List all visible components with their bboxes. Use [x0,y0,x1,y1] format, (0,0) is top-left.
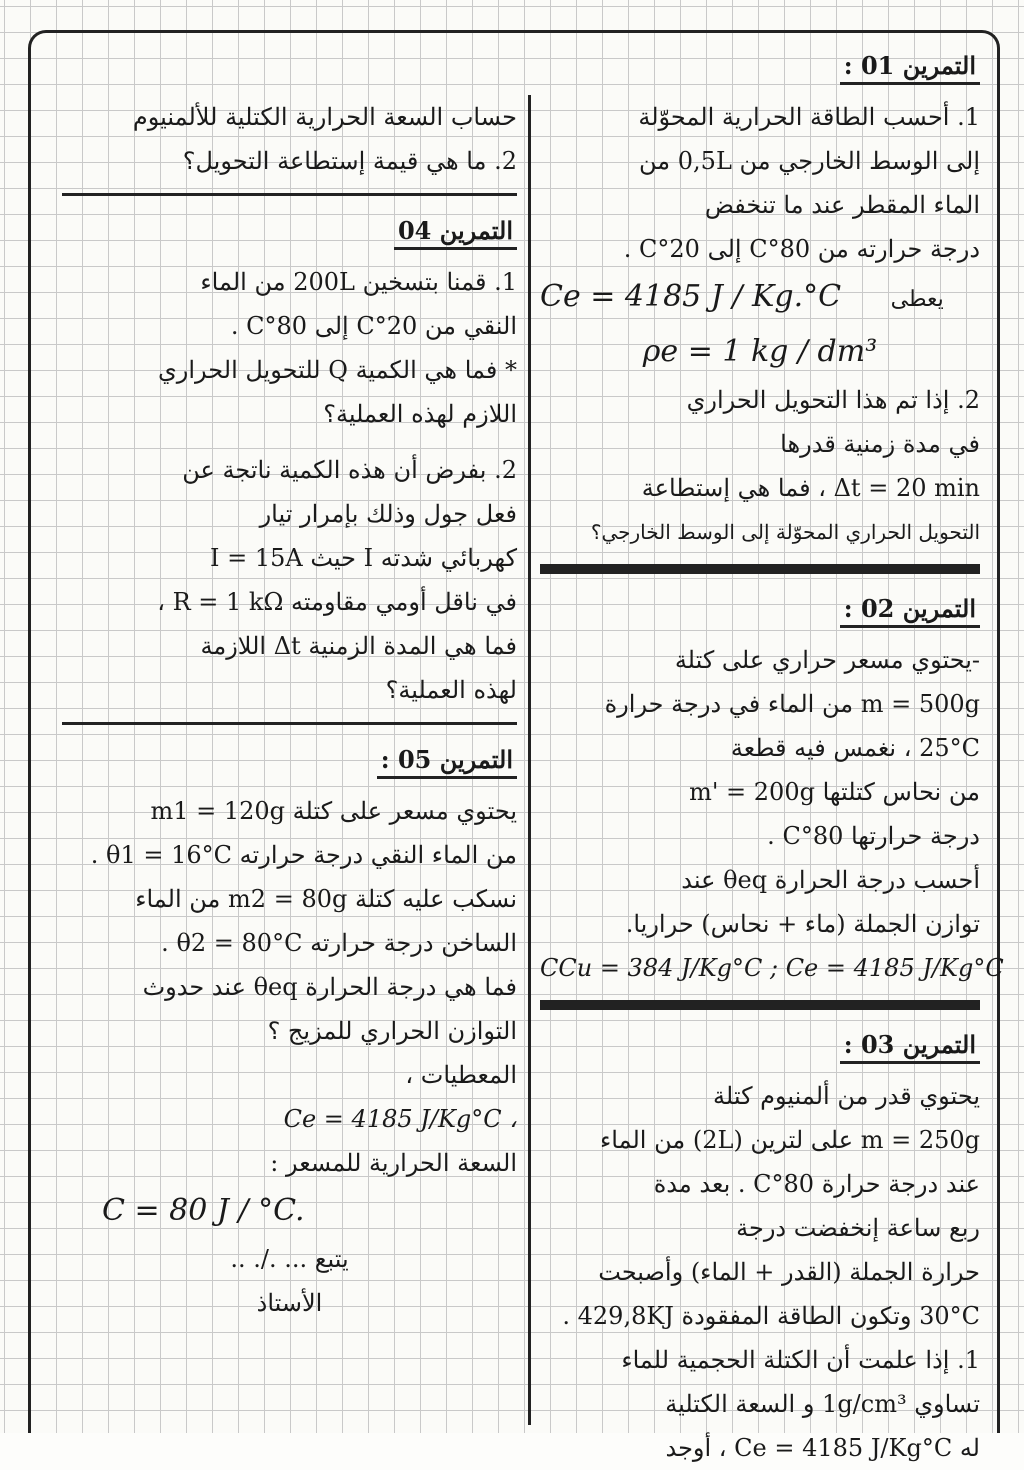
ex05-line: يحتوي مسعر على كتلة m1 = 120g [150,797,517,825]
ex04-line: لهذه العملية؟ [385,676,517,704]
ex02-line: درجة حرارتها 80°C . [767,822,980,850]
ex04-line: * فما هي الكمية Q للتحويل الحراري [157,356,517,384]
ex03-continued-line: 2. ما هي قيمة إستطاعة التحويل؟ [182,147,517,175]
ex05-line: نسكب عليه كتلة m2 = 80g من الماء [135,885,517,913]
ex05-line: التوازن الحراري للمزيج ؟ [267,1017,517,1045]
ex05-ce: Ce = 4185 J/Kg°C ، [283,1105,517,1133]
ex04-line: فعل جول وذلك بإمرار تيار [259,500,517,528]
left-column [62,95,517,1325]
ex05-line: المعطيات ، [405,1061,517,1089]
section-divider [62,193,517,196]
ex03-line: 30°C وتكون الطاقة المفقودة 429,8KJ . [562,1302,980,1330]
exercise-02-title: التمرين 02 : [840,594,980,628]
ex02-line: توازن الجملة (ماء + نحاس) حراريا. [625,910,980,938]
ex03-line: عند درجة حرارة 80°C . بعد مدة [653,1170,980,1198]
ex02-line: أحسب درجة الحرارة θeq عند [681,866,980,894]
ex01-given-label: يعطى [890,287,944,312]
ex05-line: فما هي درجة الحرارة θeq عند حدوث [142,973,517,1001]
ex02-line: -يحتوي مسعر حراري على كتلة [674,646,980,674]
ex01-line: Δt = 20 min ، فما هي إستطاعة [641,474,980,502]
section-divider [62,722,517,725]
ex01-line: درجة حرارته من 80°C إلى 20°C . [623,235,980,263]
section-divider [540,564,980,574]
ex01-line: في مدة زمنية قدرها [780,430,980,458]
ex02-line: من نحاس كتلتها m' = 200g [689,778,980,806]
ex03-line: له Ce = 4185 J/Kg°C ، أوجد [665,1434,980,1462]
ex02-line: m = 500g من الماء في درجة حرارة [604,690,980,718]
right-column [540,45,1004,1470]
ex04-line: في ناقل أومي مقاومته R = 1 kΩ ، [157,588,517,616]
ex01-ce-formula: Ce = 4185 J / Kg.°C [540,279,842,314]
ex01-line: إلى الوسط الخارجي من 0,5L من [639,147,980,175]
ex04-line: كهربائي شدته I حيث I = 15A [209,544,517,572]
follow-note: يتبع ... ./. .. [230,1245,349,1273]
ex01-line: 2. إذا تم هذا التحويل الحراري [686,386,980,414]
ex03-line: حرارة الجملة (القدر + الماء) وأصبحت [598,1258,980,1286]
section-divider [540,1000,980,1010]
ex04-line: اللازم لهذه العملية؟ [323,400,517,428]
ex05-heat-capacity: C = 80 J / °C. [102,1193,305,1228]
exercise-05-title: التمرين 05 : [377,745,517,779]
ex02-line: 25°C ، نغمس فيه قطعة [730,734,980,762]
ex01-ce [540,271,980,326]
ex04-line: 2. بفرض أن هذه الكمية ناتجة عن [182,456,517,484]
ex05-heat-capacity-label: السعة الحرارية للمسعر : [270,1149,517,1177]
ex03-line: m = 250g على لترين (2L) من الماء [600,1126,980,1154]
ex03-line: يحتوي قدر من ألمنيوم كتلة [713,1082,980,1110]
ex02-constants: CCu = 384 J/Kg°C ; Ce = 4185 J/Kg°C [540,954,1004,982]
ex03-line: تساوي 1g/cm³ و السعة الكتلية [665,1390,980,1418]
ex01-line: 1. أحسب الطاقة الحرارية المحوّلة [638,103,980,131]
ex03-line: 1. إذا علمت أن الكتلة الحجمية للماء [621,1346,980,1374]
ex01-rho: ρe = 1 kg / dm³ [642,334,878,369]
ex04-line: فما هي المدة الزمنية Δt اللازمة [200,632,517,660]
ex05-line: من الماء النقي درجة حرارته θ1 = 16°C . [90,841,517,869]
exercise-04-title: التمرين 04 [394,216,517,250]
ex05-line: الساخن درجة حرارته θ2 = 80°C . [161,929,517,957]
ex03-line: ربع ساعة إنخفضت درجة [736,1214,980,1242]
ex01-line: التحويل الحراري المحوّلة إلى الوسط الخارجي؟ [590,520,980,544]
ex03-continued-line: حساب السعة الحرارية الكتلية للألمنيوم [132,103,517,131]
exercise-01-title: التمرين 01 : [840,51,980,85]
column-divider [528,95,531,1425]
ex01-line: الماء المقطر عند ما تنخفض [704,191,980,219]
teacher-signature: الأستاذ [256,1289,323,1317]
exercise-03-title: التمرين 03 : [840,1030,980,1064]
ex04-line: 1. قمنا بتسخين 200L من الماء [200,268,517,296]
ex04-line: النقي من 20°C إلى 80°C . [230,312,517,340]
